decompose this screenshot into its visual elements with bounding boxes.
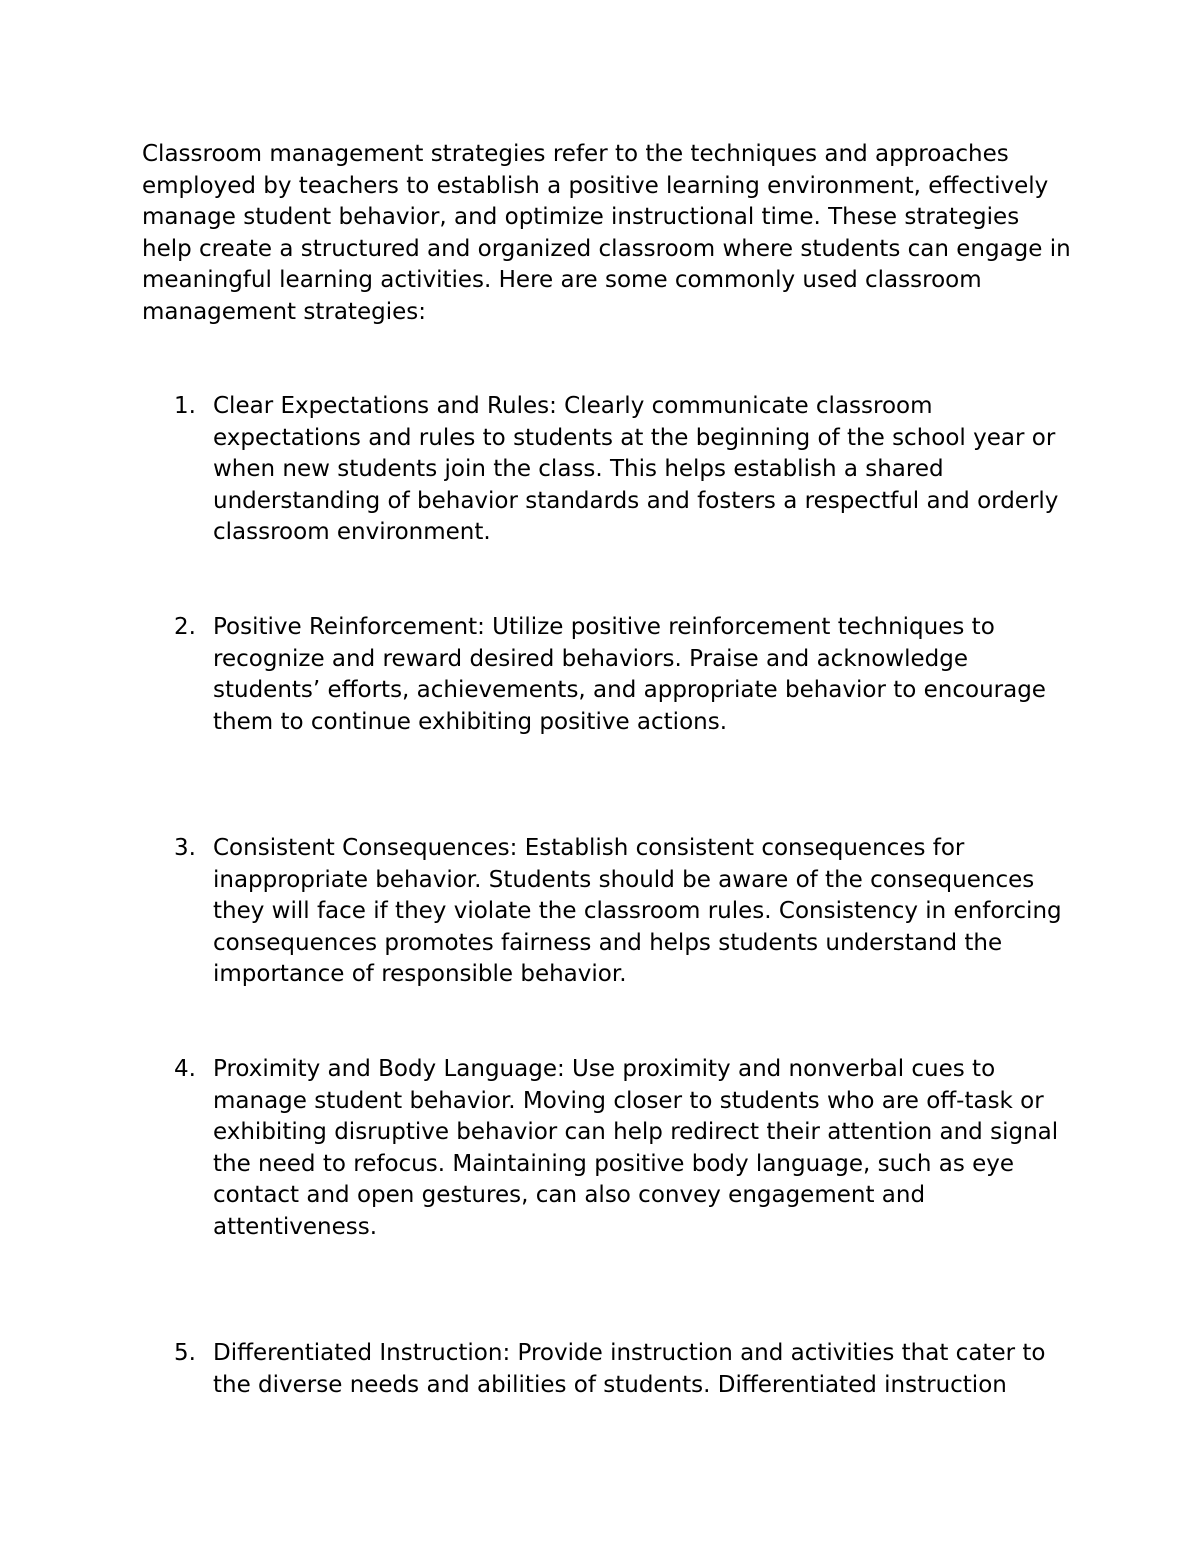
list-item-number: 1. [174, 393, 196, 419]
list-item-number: 4. [174, 1056, 196, 1082]
list-item-number: 2. [174, 614, 196, 640]
list-item-text: Clear Expectations and Rules: Clearly communicate classroom expectations and rules to students at the beginning of the school year or when new students join the class. This helps establish a shared understanding of behavior standards and fosters a respectful and orderly classroom environment. [213, 393, 1059, 546]
list-item-text: Positive Reinforcement: Utilize positive reinforcement techniques to recognize and reward desired behaviors. Praise and acknowledge students’ efforts, achievements, and appropriate behavior to encourage them to continue exhibiting positive actions. [213, 614, 1046, 735]
list-item [142, 1054, 1072, 1244]
intro-paragraph: Classroom management strategies refer to the techniques and approaches employed by teachers to establish a positive learning environment, effectively manage student behavior, and optimize instructional time. These strategies help create a structured and organized classroom where students can engage in meaningful learning activities. Here are some commonly used classroom management strategies: [142, 141, 1071, 325]
list-item-number: 5. [174, 1340, 196, 1366]
list-item [142, 612, 1072, 738]
list-item-number: 3. [174, 835, 196, 861]
list-item-text: Consistent Consequences: Establish consistent consequences for inappropriate behavior. Students should be aware of the consequences they will face if they violate the classroom rules. Consistency in enforcing consequences promotes fairness and helps students understand the importance of responsible behavior. [213, 835, 1062, 988]
list-item [142, 833, 1072, 991]
list-item [142, 1338, 1072, 1401]
list-item-text: Proximity and Body Language: Use proximity and nonverbal cues to manage student behavior. Moving closer to students who are off-task or exhibiting disruptive behavior can help redirect their attention and signal the need to refocus. Maintaining positive body language, such as eye contact and open gestures, can also convey engagement and attentiveness. [213, 1056, 1059, 1240]
list-item [142, 391, 1072, 549]
list-item-text: Differentiated Instruction: Provide instruction and activities that cater to the diverse needs and abilities of students. Differentiated instruction [213, 1340, 1046, 1398]
